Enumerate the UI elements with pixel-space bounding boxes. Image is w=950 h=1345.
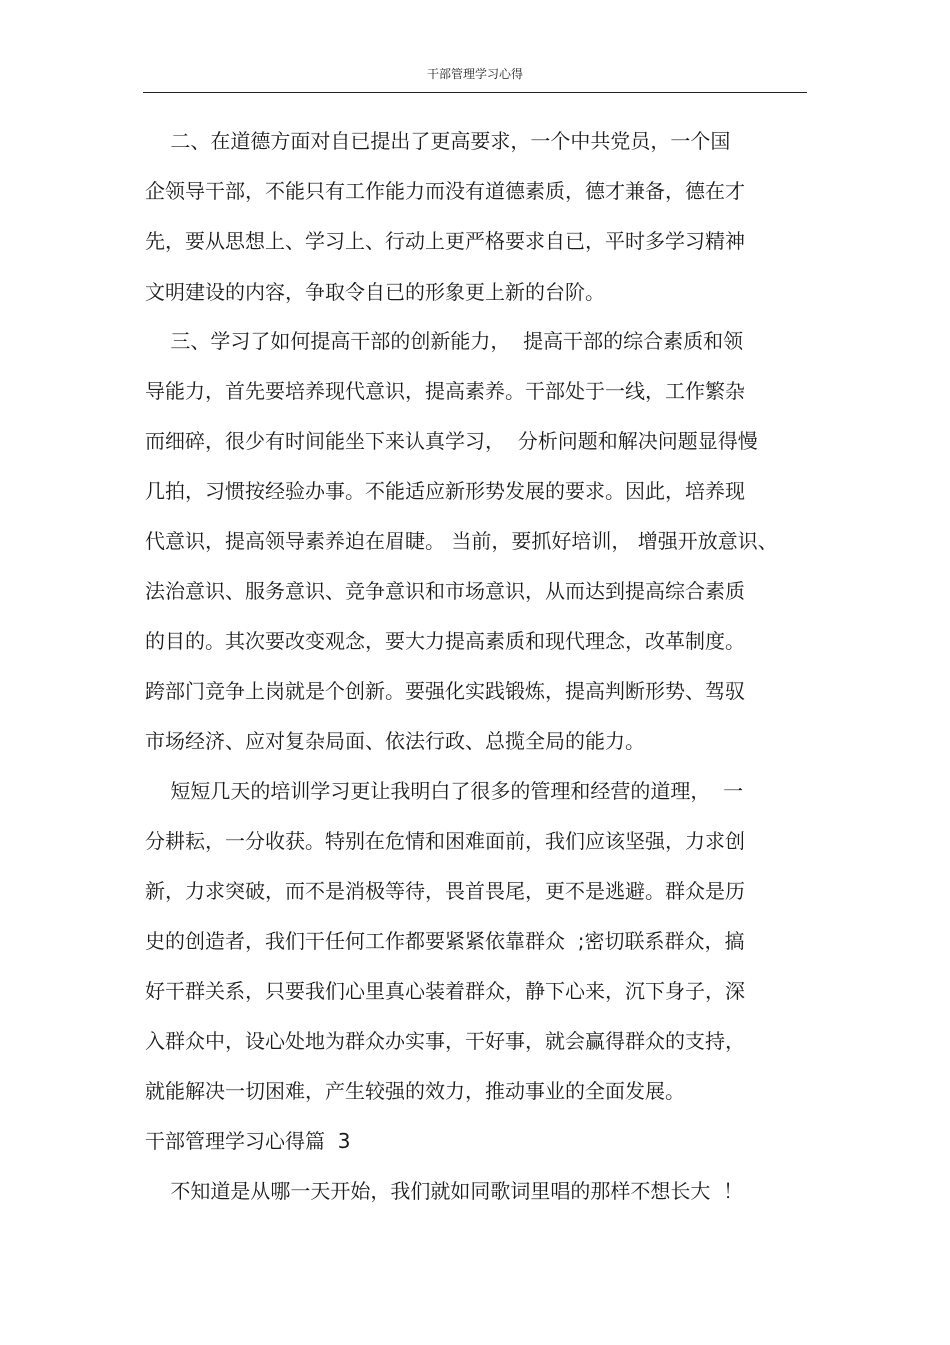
text-line: 导能力，首先要培养现代意识，提高素养。干部处于一线，工作繁杂	[145, 379, 745, 403]
text-line: 就能解决一切困难，产生较强的效力，推动事业的全面发展。	[145, 1079, 685, 1103]
text-line: 短短几天的培训学习更让我明白了很多的管理和经营的道理， 一	[145, 779, 744, 803]
text-line: 的目的。其次要改变观念，要大力提高素质和现代理念，改革制度。	[145, 629, 745, 653]
text-line: 市场经济、应对复杂局面、依法行政、总揽全局的能力。	[145, 729, 645, 753]
text-line: 代意识，提高领导素养迫在眉睫。 当前，要抓好培训， 增强开放意识、	[145, 529, 778, 553]
text-line: 入群众中，设心处地为群众办实事，干好事，就会赢得群众的支持，	[145, 1029, 745, 1053]
text-line: 跨部门竞争上岗就是个创新。要强化实践锻炼，提高判断形势、驾驭	[145, 679, 745, 703]
text-line: 而细碎，很少有时间能坐下来认真学习， 分析问题和解决问题显得慢	[145, 429, 758, 453]
text-line: 企领导干部，不能只有工作能力而没有道德素质，德才兼备，德在才	[145, 179, 745, 203]
text-line: 二、在道德方面对自已提出了更高要求，一个中共党员，一个国	[145, 129, 731, 153]
text-line: 三、学习了如何提高干部的创新能力， 提高干部的综合素质和领	[145, 329, 744, 353]
text-line: 新，力求突破，而不是消极等待，畏首畏尾，更不是逃避。群众是历	[145, 879, 745, 903]
page-header	[143, 62, 807, 93]
section-heading: 干部管理学习心得篇 3	[145, 1129, 351, 1153]
text-line: 几拍，习惯按经验办事。不能适应新形势发展的要求。因此，培养现	[145, 479, 745, 503]
text-line: 法治意识、服务意识、竞争意识和市场意识，从而达到提高综合素质	[145, 579, 745, 603]
text-line: 文明建设的内容，争取令自已的形象更上新的台阶。	[145, 280, 605, 304]
text-line: 分耕耘，一分收获。特别在危情和困难面前，我们应该坚强，力求创	[145, 829, 745, 853]
text-line: 史的创造者，我们干任何工作都要紧紧依靠群众 ;密切联系群众，搞	[145, 929, 745, 953]
text-line: 好干群关系，只要我们心里真心装着群众，静下心来，沉下身子，深	[145, 979, 745, 1003]
header-title: 干部管理学习心得	[426, 67, 523, 81]
text-line: 不知道是从哪一天开始，我们就如同歌词里唱的那样不想长大 ！	[145, 1179, 744, 1203]
text-line: 先，要从思想上、学习上、行动上更严格要求自已，平时多学习精神	[145, 229, 745, 253]
